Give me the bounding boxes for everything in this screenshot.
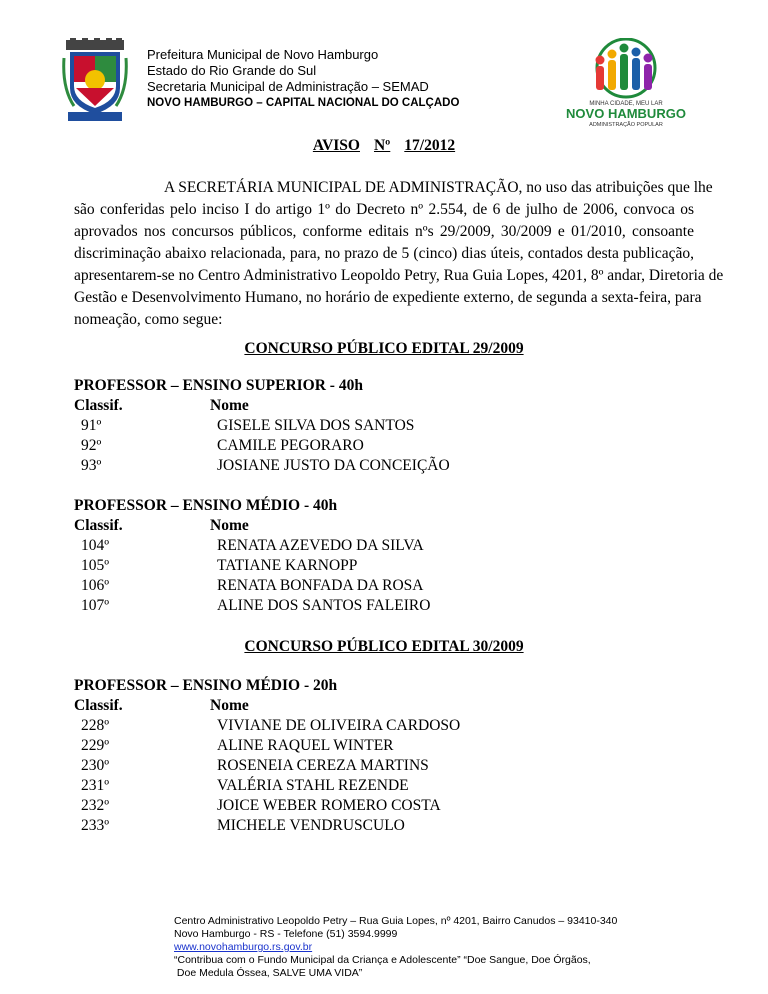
candidate-name: GISELE SILVA DOS SANTOS bbox=[217, 417, 415, 434]
body-line: A SECRETÁRIA MUNICIPAL DE ADMINISTRAÇÃO, no uso das atribuições que lhe bbox=[164, 179, 713, 196]
column-headers bbox=[74, 396, 694, 416]
list-item bbox=[74, 596, 694, 616]
footer-slogan: “Contribua com o Fundo Municipal da Criança e Adolescente” “Doe Sangue, Doe Órgãos, bbox=[174, 954, 591, 966]
body-line: apresentarem-se no Centro Administrativo Leopoldo Petry, Rua Guia Lopes, 4201, 8º andar, Diretoria de bbox=[74, 267, 724, 284]
classif-header: Classif. bbox=[74, 517, 123, 534]
column-headers bbox=[74, 516, 694, 536]
body-line: nomeação, como segue: bbox=[74, 311, 223, 328]
candidate-name: RENATA BONFADA DA ROSA bbox=[217, 577, 424, 594]
notice-body bbox=[74, 177, 724, 331]
role-title: PROFESSOR – ENSINO MÉDIO - 40h bbox=[74, 497, 338, 514]
classif-value: 93º bbox=[81, 457, 102, 474]
name-header: Nome bbox=[210, 397, 249, 414]
candidate-name: TATIANE KARNOPP bbox=[217, 557, 358, 574]
candidate-name: VIVIANE DE OLIVEIRA CARDOSO bbox=[217, 717, 461, 734]
classif-value: 233º bbox=[81, 817, 110, 834]
body-line: aprovados nos concursos públicos, conforme editais nºs 29/2009, 30/2009 e 01/2010, consoante bbox=[74, 223, 694, 240]
role-title: PROFESSOR – ENSINO MÉDIO - 20h bbox=[74, 677, 338, 694]
classif-value: 105º bbox=[81, 557, 110, 574]
classif-header: Classif. bbox=[74, 697, 123, 714]
list-item bbox=[74, 436, 694, 456]
list-item bbox=[74, 456, 694, 476]
municipal-crest-icon bbox=[62, 38, 128, 124]
section-title: CONCURSO PÚBLICO EDITAL 30/2009 bbox=[244, 638, 524, 655]
candidate-name: MICHELE VENDRUSCULO bbox=[217, 817, 405, 834]
list-item bbox=[74, 576, 694, 596]
list-item bbox=[74, 776, 694, 796]
candidate-name: ROSENEIA CEREZA MARTINS bbox=[217, 757, 429, 774]
letterhead-slogan: NOVO HAMBURGO – CAPITAL NACIONAL DO CALÇADO bbox=[147, 97, 460, 109]
list-item bbox=[74, 816, 694, 836]
notice-title-word: AVISO bbox=[312, 137, 360, 154]
candidate-name: JOICE WEBER ROMERO COSTA bbox=[217, 797, 441, 814]
name-header: Nome bbox=[210, 697, 249, 714]
list-item bbox=[74, 796, 694, 816]
notice-title-no: Nº bbox=[373, 137, 391, 154]
name-header: Nome bbox=[210, 517, 249, 534]
logo-name: NOVO HAMBURGO bbox=[566, 106, 686, 121]
letterhead-line: Secretaria Municipal de Administração – SEMAD bbox=[147, 79, 429, 94]
classif-value: 92º bbox=[81, 437, 102, 454]
classif-value: 228º bbox=[81, 717, 110, 734]
page-footer bbox=[174, 915, 617, 980]
list-item bbox=[74, 716, 694, 736]
role-title: PROFESSOR – ENSINO SUPERIOR - 40h bbox=[74, 377, 363, 394]
candidate-name: CAMILE PEGORARO bbox=[217, 437, 364, 454]
classif-value: 229º bbox=[81, 737, 110, 754]
logo-sub: ADMINISTRAÇÃO POPULAR bbox=[589, 122, 663, 128]
classif-value: 107º bbox=[81, 597, 110, 614]
classif-header: Classif. bbox=[74, 397, 123, 414]
role-group bbox=[74, 496, 694, 616]
letterhead bbox=[147, 47, 459, 111]
notice-title bbox=[0, 137, 768, 155]
classif-value: 104º bbox=[81, 537, 110, 554]
classif-value: 106º bbox=[81, 577, 110, 594]
novo-hamburgo-logo bbox=[566, 38, 686, 128]
list-item bbox=[74, 536, 694, 556]
candidate-name: RENATA AZEVEDO DA SILVA bbox=[217, 537, 424, 554]
classif-value: 232º bbox=[81, 797, 110, 814]
notice-number: 17/2012 bbox=[404, 137, 456, 154]
footer-address: Centro Administrativo Leopoldo Petry – Rua Guia Lopes, nº 4201, Bairro Canudos – 93410-340 bbox=[174, 915, 618, 927]
letterhead-line: Estado do Rio Grande do Sul bbox=[147, 63, 317, 78]
body-line: são conferidas pelo inciso I do artigo 1º do Decreto nº 2.554, de 6 de julho de 2006, convoca os bbox=[74, 201, 694, 218]
footer-phone: Novo Hamburgo - RS - Telefone (51) 3594.9999 bbox=[174, 928, 398, 940]
column-headers bbox=[74, 696, 694, 716]
section-title: CONCURSO PÚBLICO EDITAL 29/2009 bbox=[244, 340, 524, 357]
letterhead-line: Prefeitura Municipal de Novo Hamburgo bbox=[147, 47, 379, 62]
classif-value: 231º bbox=[81, 777, 110, 794]
role-group bbox=[74, 676, 694, 836]
list-item bbox=[74, 756, 694, 776]
candidate-name: ALINE DOS SANTOS FALEIRO bbox=[217, 597, 431, 614]
body-line: discriminação abaixo relacionada, para, no prazo de 5 (cinco) dias úteis, contados desta publicação, bbox=[74, 245, 694, 262]
role-group bbox=[74, 376, 694, 476]
body-line: Gestão e Desenvolvimento Humano, no horário de expediente externo, de segunda a sexta-feira, para bbox=[74, 289, 702, 306]
list-item bbox=[74, 736, 694, 756]
candidate-name: ALINE RAQUEL WINTER bbox=[217, 737, 394, 754]
classif-value: 91º bbox=[81, 417, 102, 434]
candidate-name: JOSIANE JUSTO DA CONCEIÇÃO bbox=[217, 457, 450, 474]
footer-slogan: Doe Medula Óssea, SALVE UMA VIDA” bbox=[174, 967, 363, 979]
logo-tagline: MINHA CIDADE, MEU LAR bbox=[589, 101, 663, 107]
list-item bbox=[74, 416, 694, 436]
list-item bbox=[74, 556, 694, 576]
classif-value: 230º bbox=[81, 757, 110, 774]
candidate-name: VALÉRIA STAHL REZENDE bbox=[217, 777, 409, 794]
website-link[interactable]: www.novohamburgo.rs.gov.br bbox=[174, 941, 313, 953]
